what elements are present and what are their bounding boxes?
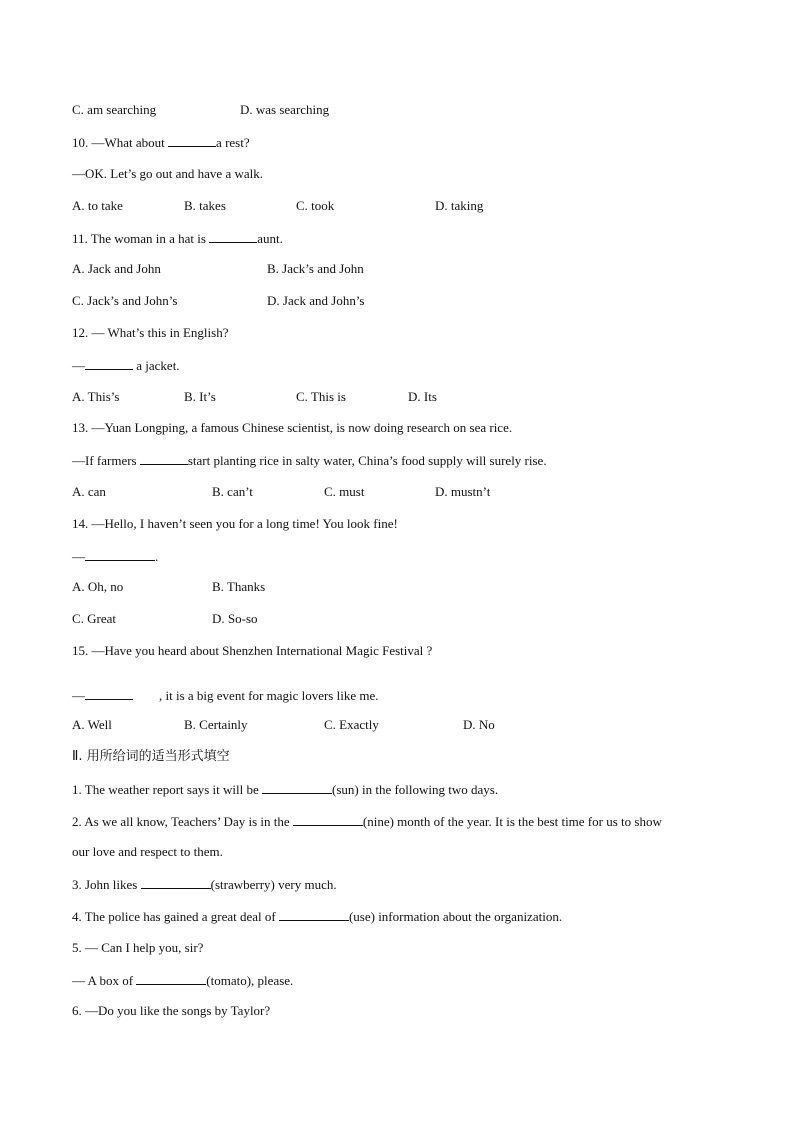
q15-option-b: B. Certainly: [184, 717, 248, 732]
q14-option-b: B. Thanks: [212, 579, 266, 594]
q13-answer-tail: start planting rice in salty water, China’s food supply will surely rise.: [187, 453, 547, 468]
fill-item-2: [72, 813, 662, 830]
q14-option-d: D. So-so: [212, 611, 258, 626]
fill-item-2-tail: (nine) month of the year. It is the best time for us to show: [362, 814, 662, 829]
fill-item-4-blank[interactable]: [279, 908, 349, 921]
q10-option-a: A. to take: [72, 198, 123, 213]
q11-option-d: D. Jack and John’s: [267, 293, 365, 308]
q10-option-c: C. took: [296, 198, 335, 213]
fill-item-2-text: 2. As we all know, Teachers’ Day is in the: [72, 814, 293, 829]
q11-question-text: 11. The woman in a hat is: [72, 231, 210, 246]
q9-option-c: C. am searching: [72, 102, 157, 117]
q10-question-text: 10. —What about: [72, 135, 169, 150]
fill-item-5-text: — A box of: [72, 973, 137, 988]
q15-question: 15. —Have you heard about Shenzhen International Magic Festival ?: [72, 643, 433, 658]
fill-item-3-blank[interactable]: [141, 876, 211, 889]
q14-answer-dash: —: [72, 549, 85, 564]
q12-answer: [72, 357, 180, 374]
q12-blank[interactable]: [85, 357, 133, 370]
fill-item-4-text: 4. The police has gained a great deal of: [72, 909, 279, 924]
q10-dialogue-answer: —OK. Let’s go out and have a walk.: [72, 166, 263, 181]
q15-option-a: A. Well: [72, 717, 112, 732]
q13-option-a: A. can: [72, 484, 106, 499]
q11-option-b: B. Jack’s and John: [267, 261, 364, 276]
q13-option-c: C. must: [324, 484, 365, 499]
fill-item-5-tail: (tomato), please.: [206, 973, 294, 988]
fill-item-5-blank[interactable]: [136, 972, 206, 985]
q13-option-b: B. can’t: [212, 484, 253, 499]
q10-option-d: D. taking: [435, 198, 484, 213]
q11-question-tail: aunt.: [257, 231, 283, 246]
q10-question-tail: a rest?: [216, 135, 250, 150]
q15-answer: [72, 687, 379, 704]
q14-answer: [72, 548, 158, 565]
q15-blank[interactable]: [85, 687, 133, 700]
q9-option-d: D. was searching: [240, 102, 330, 117]
q12-question: 12. — What’s this in English?: [72, 325, 229, 340]
fill-item-4-tail: (use) information about the organization.: [348, 909, 563, 924]
q12-option-c: C. This is: [296, 389, 346, 404]
q15-answer-tail: , it is a big event for magic lovers like me.: [159, 688, 379, 703]
fill-item-3-tail: (strawberry) very much.: [210, 877, 337, 892]
section-2-title: Ⅱ. 用所给词的适当形式填空: [72, 749, 230, 764]
q10-option-b: B. takes: [184, 198, 226, 213]
q15-option-d: D. No: [463, 717, 495, 732]
q11-option-a: A. Jack and John: [72, 261, 161, 276]
q11-option-c: C. Jack’s and John’s: [72, 293, 178, 308]
fill-item-3: [72, 876, 337, 893]
q15-option-c: C. Exactly: [324, 717, 379, 732]
fill-item-5: [72, 972, 293, 989]
q10-blank[interactable]: [168, 134, 216, 147]
q13-option-d: D. mustn’t: [435, 484, 491, 499]
fill-item-1: [72, 781, 498, 798]
q12-option-a: A. This’s: [72, 389, 120, 404]
q13-question: 13. —Yuan Longping, a famous Chinese scientist, is now doing research on sea rice.: [72, 420, 513, 435]
q13-answer: [72, 452, 547, 469]
fill-item-3-text: 3. John likes: [72, 877, 141, 892]
fill-item-4: [72, 908, 562, 925]
fill-item-6-question: 6. —Do you like the songs by Taylor?: [72, 1003, 271, 1018]
q14-answer-tail: .: [155, 549, 159, 564]
q14-option-c: C. Great: [72, 611, 117, 626]
q12-option-d: D. Its: [408, 389, 437, 404]
q14-option-a: A. Oh, no: [72, 579, 124, 594]
q11-blank[interactable]: [209, 230, 257, 243]
fill-item-5-question: 5. — Can I help you, sir?: [72, 940, 204, 955]
q14-question: 14. —Hello, I haven’t seen you for a long time! You look fine!: [72, 516, 398, 531]
q10-question: [72, 134, 250, 151]
q15-answer-dash: —: [72, 688, 85, 703]
fill-item-1-blank[interactable]: [262, 781, 332, 794]
q13-blank[interactable]: [140, 452, 188, 465]
fill-item-1-text: 1. The weather report says it will be: [72, 782, 263, 797]
q11-question: [72, 230, 283, 247]
fill-item-2-continuation: our love and respect to them.: [72, 844, 223, 859]
fill-item-1-tail: (sun) in the following two days.: [332, 782, 499, 797]
q14-blank[interactable]: [85, 548, 155, 561]
q12-answer-tail: a jacket.: [133, 358, 180, 373]
q13-answer-text: —If farmers: [72, 453, 140, 468]
fill-item-2-blank[interactable]: [293, 813, 363, 826]
q12-option-b: B. It’s: [184, 389, 216, 404]
q12-answer-dash: —: [72, 358, 85, 373]
